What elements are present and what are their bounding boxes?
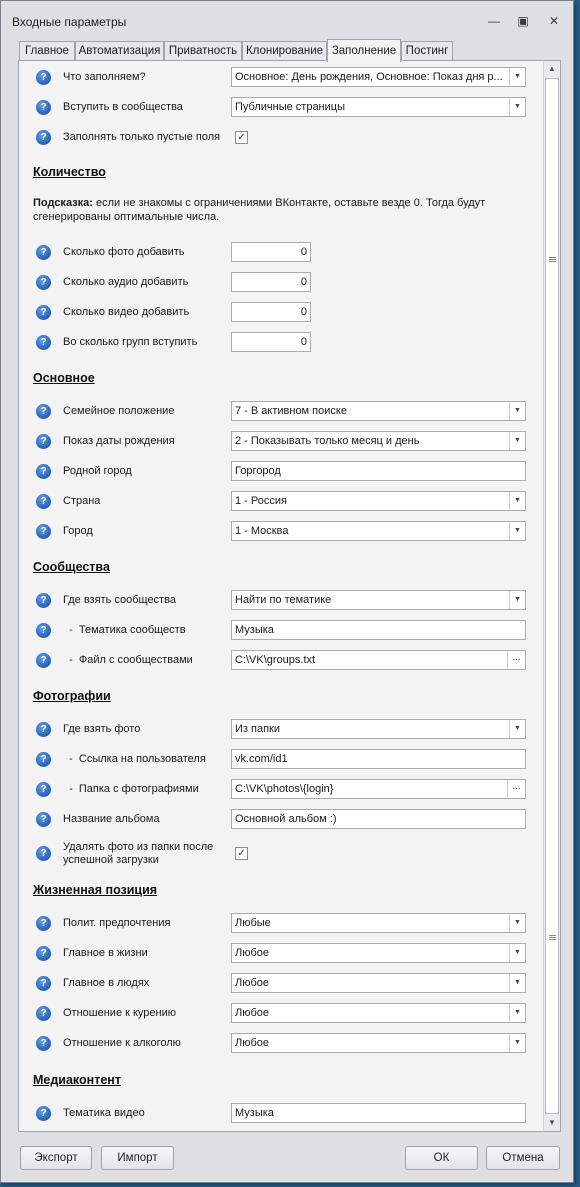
cancel-button[interactable]: Отмена [486,1146,560,1170]
row-politics [19,913,539,935]
window-title: Входные параметры [12,15,127,29]
help-icon[interactable]: ? [36,946,51,961]
hometown-input[interactable]: Горгород [231,461,526,481]
section-heading-quantity: Количество [33,165,106,179]
field-label: Город [63,525,93,537]
section-heading-life-position: Жизненная позиция [33,883,158,897]
row-community-topic [19,620,539,642]
tab-cloning[interactable]: Клонирование [242,41,327,61]
row-audio-count [19,272,539,294]
help-icon[interactable]: ? [36,245,51,260]
row-city [19,521,539,543]
chevron-down-icon[interactable]: ▼ [509,944,525,962]
chevron-down-icon[interactable]: ▼ [509,1004,525,1022]
minimize-icon[interactable]: — [488,14,500,28]
grip-icon [549,257,556,262]
marital-combo[interactable] [231,401,526,421]
hint-body: если не знакомы с ограничениями ВКонтакте, оставьте везде 0. Тогда будут сгенерированы оптимальные числа. [33,197,486,223]
combo-value: 1 - Москва [235,525,289,537]
field-label: Показ даты рождения [63,435,175,447]
combo-value: Любое [235,977,270,989]
row-join-communities [19,97,539,119]
user-link-input[interactable]: vk.com/id1 [231,749,526,769]
field-label: Заполнять только пустые поля [63,131,221,143]
help-icon[interactable]: ? [36,335,51,350]
section-heading-communities: Сообщества [33,560,110,574]
help-icon[interactable]: ? [36,404,51,419]
combo-value: 7 - В активном поиске [235,405,347,417]
fill-only-empty-checkbox[interactable]: ✓ [235,131,248,144]
field-label: Сколько видео добавить [63,306,190,318]
field-label: Где взять фото [63,723,141,735]
chevron-down-icon[interactable]: ▼ [509,98,525,116]
title-bar[interactable] [1,1,573,39]
help-icon[interactable]: ? [36,434,51,449]
smoking-combo[interactable] [231,1003,526,1023]
field-label: Родной город [63,465,132,477]
folder-path: C:\VK\photos\{login} [235,783,334,795]
field-label: Тематика видео [63,1107,145,1119]
chevron-down-icon[interactable]: ▼ [509,402,525,420]
section-heading-photos: Фотографии [33,689,111,703]
chevron-down-icon[interactable]: ▼ [509,432,525,450]
browse-button[interactable]: ... [507,651,525,669]
scroll-thumb[interactable] [545,78,559,1114]
row-community-source [19,590,539,612]
hint-title: Подсказка: [33,197,93,209]
maximize-icon[interactable]: ▣ [517,14,529,28]
field-label: Отношение к курению [63,1007,177,1019]
row-groups-count [19,332,539,354]
help-icon[interactable]: ? [36,1106,51,1121]
field-label: - Папка с фотографиями [63,783,199,795]
field-label: Где взять сообщества [63,594,176,606]
country-combo[interactable] [231,491,526,511]
help-icon[interactable]: ? [36,494,51,509]
field-label: Семейное положение [63,405,175,417]
photo-source-combo[interactable] [231,719,526,739]
row-hometown [19,461,539,483]
audio-count-input[interactable]: 0 [231,272,311,292]
chevron-down-icon[interactable]: ▼ [509,974,525,992]
help-icon[interactable]: ? [36,100,51,115]
help-icon[interactable]: ? [36,305,51,320]
field-label: Сколько аудио добавить [63,276,189,288]
chevron-down-icon[interactable]: ▼ [509,914,525,932]
help-icon[interactable]: ? [36,130,51,145]
export-button[interactable]: Экспорт [20,1146,92,1170]
community-file-input[interactable] [231,650,526,670]
vertical-scrollbar[interactable] [543,61,560,1131]
combo-value: Любые [235,917,271,929]
chevron-down-icon[interactable]: ▼ [509,492,525,510]
help-icon[interactable]: ? [36,916,51,931]
community-source-combo[interactable] [231,590,526,610]
help-icon[interactable]: ? [36,70,51,85]
chevron-down-icon[interactable]: ▼ [509,68,525,86]
scroll-down-icon[interactable]: ▼ [548,1118,556,1127]
ok-button[interactable]: ОК [405,1146,478,1170]
field-label: - Ссылка на пользователя [63,753,206,765]
help-icon[interactable]: ? [36,812,51,827]
row-video-topic [19,1103,539,1125]
combo-value: Найти по тематике [235,594,332,606]
field-label: Что заполняем? [63,71,146,83]
tab-privacy[interactable]: Приватность [164,41,242,61]
combo-value: 2 - Показывать только месяц и день [235,435,420,447]
row-birthday [19,431,539,453]
chevron-down-icon[interactable]: ▼ [509,591,525,609]
photo-count-input[interactable]: 0 [231,242,311,262]
join-communities-combo[interactable] [231,97,526,117]
row-album-name [19,809,539,831]
help-icon[interactable]: ? [36,524,51,539]
help-icon[interactable]: ? [36,275,51,290]
combo-value: Любое [235,1007,270,1019]
row-photo-folder [19,779,539,801]
section-heading-media: Медиаконтент [33,1073,121,1087]
row-main-in-people [19,973,539,995]
combo-value: Любое [235,1037,270,1049]
album-name-input[interactable]: Основной альбом :) [231,809,526,829]
row-delete-after-upload [19,843,539,865]
field-label: Название альбома [63,813,160,825]
help-icon[interactable]: ? [36,846,51,861]
row-main-in-life [19,943,539,965]
help-icon[interactable]: ? [36,593,51,608]
import-button[interactable]: Импорт [101,1146,174,1170]
section-heading-basic: Основное [33,371,95,385]
field-label: - Тематика сообществ [63,624,186,636]
file-path: C:\VK\groups.txt [235,654,316,666]
field-label: Страна [63,495,101,507]
main-in-life-combo[interactable] [231,943,526,963]
row-fill-only-empty [19,127,539,149]
row-photo-source [19,719,539,741]
photo-folder-input[interactable] [231,779,526,799]
field-label: Главное в жизни [63,947,148,959]
help-icon[interactable]: ? [36,653,51,668]
chevron-down-icon[interactable]: ▼ [509,1034,525,1052]
field-label: Полит. предпочтения [63,917,171,929]
grip-icon [549,935,556,940]
help-icon[interactable]: ? [36,976,51,991]
delete-after-upload-checkbox[interactable]: ✓ [235,847,248,860]
combo-value: Из папки [235,723,280,735]
help-icon[interactable]: ? [36,1006,51,1021]
field-label: - Файл с сообществами [63,654,193,666]
field-label: Главное в людях [63,977,150,989]
community-topic-input[interactable]: Музыка [231,620,526,640]
browse-button[interactable]: ... [507,780,525,798]
video-topic-input[interactable]: Музыка [231,1103,526,1123]
tab-posting[interactable]: Постинг [401,41,453,61]
row-photo-count [19,242,539,264]
combo-value: Любое [235,947,270,959]
combo-value: 1 - Россия [235,495,287,507]
city-combo[interactable] [231,521,526,541]
tab-automation[interactable]: Автоматизация [75,41,164,61]
help-icon[interactable]: ? [36,464,51,479]
field-label: Отношение к алкоголю [63,1037,181,1049]
row-smoking [19,1003,539,1025]
politics-combo[interactable] [231,913,526,933]
row-user-link [19,749,539,771]
help-icon[interactable]: ? [36,623,51,638]
close-icon[interactable]: ✕ [548,14,560,28]
row-alcohol [19,1033,539,1055]
combo-value: Основное: День рождения, Основное: Показ дня р... [235,71,503,83]
scroll-up-icon[interactable]: ▲ [548,64,556,73]
alcohol-combo[interactable] [231,1033,526,1053]
birthday-combo[interactable] [231,431,526,451]
chevron-down-icon[interactable]: ▼ [509,720,525,738]
field-label: Вступить в сообщества [63,101,183,113]
help-icon[interactable]: ? [36,722,51,737]
help-icon[interactable]: ? [36,1036,51,1051]
combo-value: Публичные страницы [235,101,345,113]
row-marital [19,401,539,423]
filling-panel [18,60,561,1132]
what-to-fill-combo[interactable] [231,67,526,87]
field-label: Удалять фото из папки после успешной загрузки [63,841,214,866]
row-video-count [19,302,539,324]
row-community-file [19,650,539,672]
groups-count-input[interactable]: 0 [231,332,311,352]
tab-main[interactable]: Главное [19,41,75,61]
help-icon[interactable]: ? [36,752,51,767]
field-label: Во сколько групп вступить [63,336,198,348]
main-in-people-combo[interactable] [231,973,526,993]
row-country [19,491,539,513]
tab-filling[interactable]: Заполнение [327,39,401,62]
help-icon[interactable]: ? [36,782,51,797]
video-count-input[interactable]: 0 [231,302,311,322]
chevron-down-icon[interactable]: ▼ [509,522,525,540]
field-label: Сколько фото добавить [63,246,185,258]
row-what-to-fill [19,67,539,89]
hint-text [33,196,533,224]
